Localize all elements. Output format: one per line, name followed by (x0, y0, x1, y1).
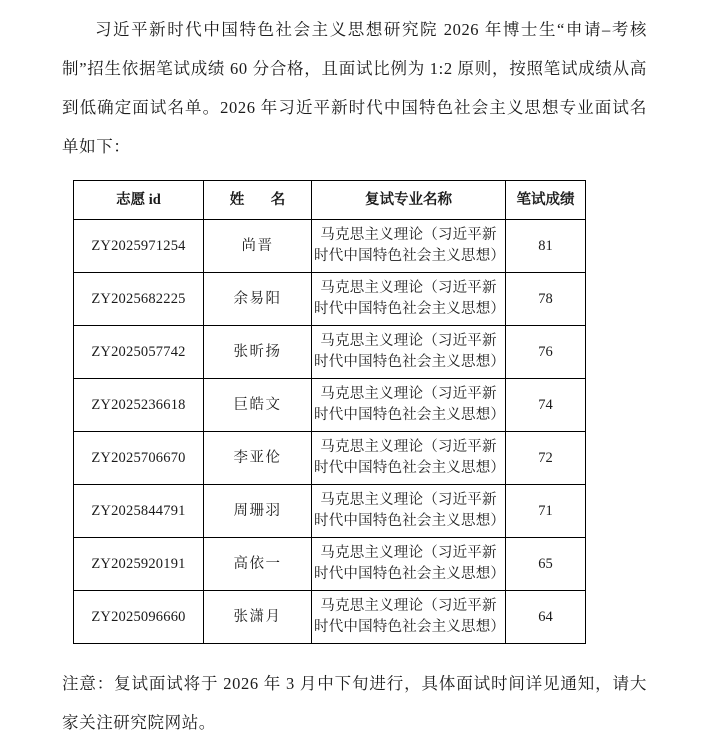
intro-paragraph: 习近平新时代中国特色社会主义思想研究院 2026 年博士生“申请–考核制”招生依据笔试成绩 60 分合格，且面试比例为 1:2 原则，按照笔试成绩从高到低确定面试名单。2026 年习近平新时代中国特色社会主义思想专业面试名单如下： (62, 20, 647, 156)
cell-id: ZY2025682225 (74, 273, 204, 326)
cell-name: 高依一 (204, 538, 312, 591)
cell-name: 余易阳 (204, 273, 312, 326)
table-row (74, 379, 586, 432)
table-row (74, 432, 586, 485)
cell-major: 马克思主义理论（习近平新时代中国特色社会主义思想） (312, 591, 506, 644)
cell-score: 72 (506, 432, 586, 485)
column-header-name: 姓 名 (204, 181, 312, 220)
table-row (74, 273, 586, 326)
table-row (74, 591, 586, 644)
cell-score: 65 (506, 538, 586, 591)
cell-id: ZY2025971254 (74, 220, 204, 273)
cell-id: ZY2025057742 (74, 326, 204, 379)
cell-score: 76 (506, 326, 586, 379)
cell-id: ZY2025844791 (74, 485, 204, 538)
cell-major: 马克思主义理论（习近平新时代中国特色社会主义思想） (312, 538, 506, 591)
cell-name: 张昕扬 (204, 326, 312, 379)
cell-id: ZY2025096660 (74, 591, 204, 644)
interview-list-table (73, 180, 586, 644)
table-row (74, 326, 586, 379)
column-header-major: 复试专业名称 (312, 181, 506, 220)
cell-score: 71 (506, 485, 586, 538)
cell-name: 李亚伦 (204, 432, 312, 485)
table-row (74, 538, 586, 591)
cell-id: ZY2025236618 (74, 379, 204, 432)
column-header-score: 笔试成绩 (506, 181, 586, 220)
cell-name: 巨皓文 (204, 379, 312, 432)
cell-major: 马克思主义理论（习近平新时代中国特色社会主义思想） (312, 326, 506, 379)
cell-name: 张潇月 (204, 591, 312, 644)
cell-name: 尚晋 (204, 220, 312, 273)
cell-major: 马克思主义理论（习近平新时代中国特色社会主义思想） (312, 432, 506, 485)
note-paragraph: 注意：复试面试将于 2026 年 3 月中下旬进行，具体面试时间详见通知，请大家关注研究院网站。 (62, 674, 647, 732)
table-header-row (74, 181, 586, 220)
cell-id: ZY2025706670 (74, 432, 204, 485)
cell-name: 周珊羽 (204, 485, 312, 538)
cell-score: 81 (506, 220, 586, 273)
table-row (74, 485, 586, 538)
table-row (74, 220, 586, 273)
column-header-id: 志愿 id (74, 181, 204, 220)
table-header (74, 181, 586, 220)
table-body (74, 220, 586, 644)
cell-major: 马克思主义理论（习近平新时代中国特色社会主义思想） (312, 273, 506, 326)
cell-id: ZY2025920191 (74, 538, 204, 591)
cell-score: 64 (506, 591, 586, 644)
cell-score: 74 (506, 379, 586, 432)
cell-major: 马克思主义理论（习近平新时代中国特色社会主义思想） (312, 220, 506, 273)
cell-score: 78 (506, 273, 586, 326)
cell-major: 马克思主义理论（习近平新时代中国特色社会主义思想） (312, 485, 506, 538)
cell-major: 马克思主义理论（习近平新时代中国特色社会主义思想） (312, 379, 506, 432)
